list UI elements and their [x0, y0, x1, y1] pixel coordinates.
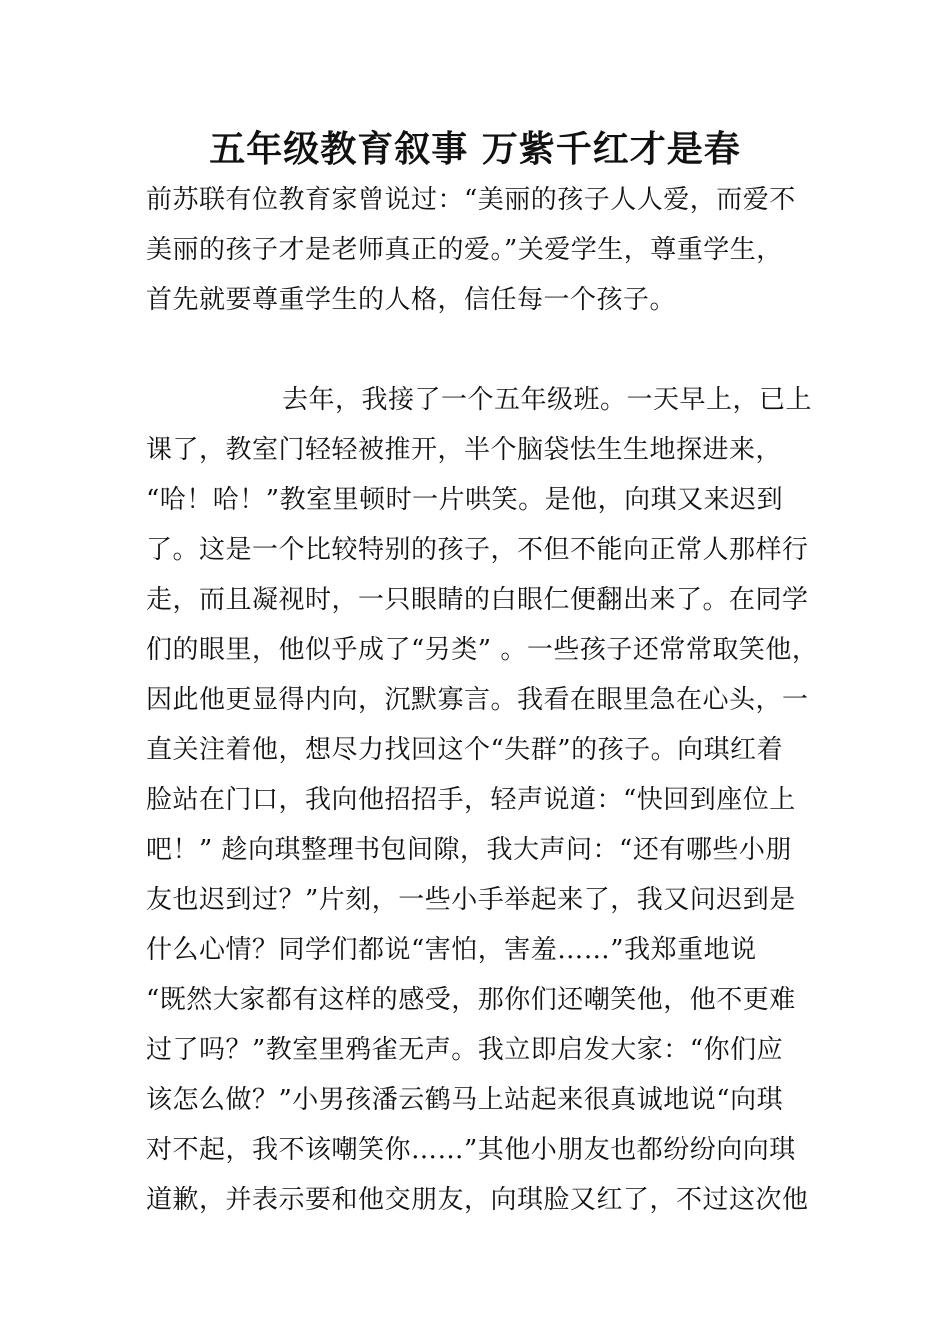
paragraph-line: 因此他更显得内向，沉默寡言。我看在眼里急在心头，一 [146, 685, 809, 715]
paragraph-line: 们的眼里，他似乎成了“另类” 。一些孩子还常常取笑他， [146, 635, 819, 665]
paragraph-line: “既然大家都有这样的感受，那你们还嘲笑他，他不更难 [146, 985, 796, 1015]
paragraph-line: 美丽的孩子才是老师真正的爱。”关爱学生，尊重学生， [146, 235, 783, 265]
document-title: 五年级教育叙事 万紫千红才是春 [209, 129, 741, 170]
paragraph-line: 对不起，我不该嘲笑你……”其他小朋友也都纷纷向向琪 [146, 1135, 796, 1165]
paragraph-line: 课了，教室门轻轻被推开，半个脑袋怯生生地探进来， [146, 435, 783, 465]
paragraph-line: 该怎么做？”小男孩潘云鹤马上站起来很真诚地说“向琪 [146, 1085, 784, 1115]
paragraph-line: “哈！哈！”教室里顿时一片哄笑。是他，向琪又来迟到 [146, 485, 784, 515]
paragraph-line: 了。这是一个比较特别的孩子，不但不能向正常人那样行 [146, 535, 809, 565]
paragraph-line: 吧！” 趁向琪整理书包间隙，我大声问：“还有哪些小朋 [146, 835, 792, 865]
paragraph-line: 过了吗？”教室里鸦雀无声。我立即启发大家：“你们应 [146, 1035, 784, 1065]
paragraph-line: 去年，我接了一个五年级班。一天早上，已上 [282, 385, 813, 415]
paragraph-line: 走，而且凝视时，一只眼睛的白眼仁便翻出来了。在同学 [146, 585, 809, 615]
paragraph-line: 友也迟到过？”片刻，一些小手举起来了，我又问迟到是 [146, 885, 796, 915]
paragraph-line: 脸站在门口，我向他招招手，轻声说道：“快回到座位上 [146, 785, 796, 815]
paragraph-line: 首先就要尊重学生的人格，信任每一个孩子。 [146, 285, 677, 315]
paragraph-line: 什么心情？同学们都说“害怕，害羞……”我郑重地说 [146, 935, 757, 965]
paragraph-line: 直关注着他，想尽力找回这个“失群”的孩子。向琪红着 [146, 735, 784, 765]
paragraph-line: 道歉，并表示要和他交朋友，向琪脸又红了，不过这次他 [146, 1185, 809, 1215]
paragraph-line: 前苏联有位教育家曾说过：“美丽的孩子人人爱，而爱不 [146, 185, 796, 215]
